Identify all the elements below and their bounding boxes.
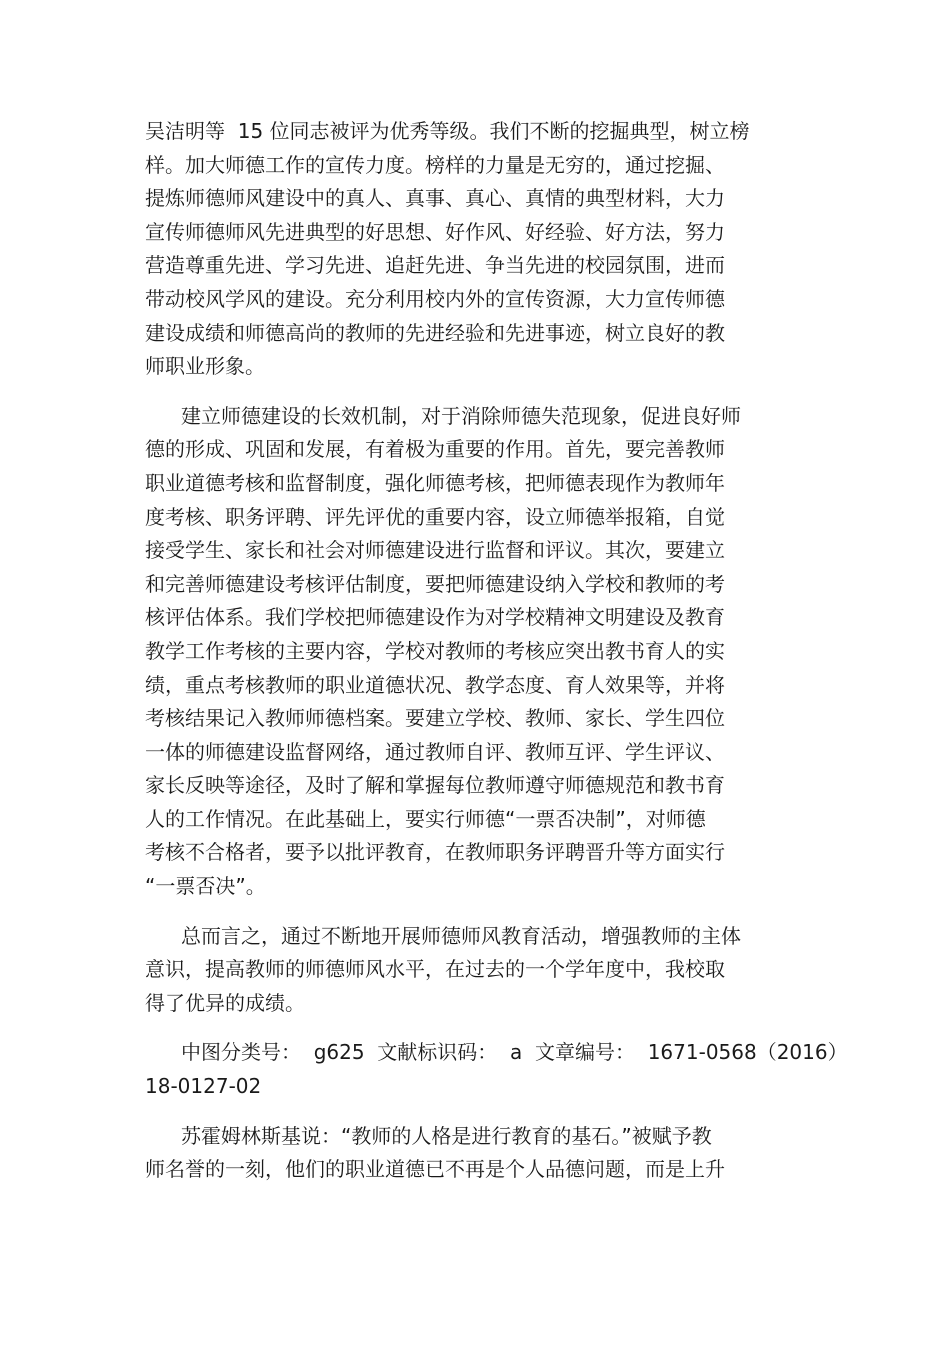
text-line: 人的工作情况。在此基础上，要实行师德“一票否决制”，对师德: [145, 806, 706, 831]
text-line: 绩，重点考核教师的职业道德状况、教学态度、育人效果等，并将: [145, 672, 725, 697]
text-line: 考核结果记入教师师德档案。要建立学校、教师、家长、学生四位: [145, 706, 725, 731]
text-line: “一票否决”。: [145, 874, 266, 899]
text-line: 职业道德考核和监督制度，强化师德考核，把师德表现作为教师年: [145, 470, 725, 495]
text-line: 带动校风学风的建设。充分利用校内外的宣传资源，大力宣传师德: [145, 286, 725, 311]
text-line: 教学工作考核的主要内容，学校对教师的考核应突出教书育人的实: [145, 638, 725, 663]
text-line: 吴洁明等 15 位同志被评为优秀等级。我们不断的挖掘典型，树立榜: [145, 119, 750, 143]
paragraph-conclusion: [145, 920, 835, 1021]
text-line: 得了优异的成绩。: [145, 990, 305, 1015]
paragraph-model-teachers: [145, 115, 835, 384]
text-line: 中图分类号： g625 文献标识码： a 文章编号： 1671-0568（2016）: [181, 1040, 848, 1065]
document-page: [145, 115, 848, 1203]
text-line: 一体的师德建设监督网络，通过教师自评、教师互评、学生评议、: [145, 739, 725, 764]
text-line: 18-0127-02: [145, 1074, 262, 1099]
text-line: 度考核、职务评聘、评先评优的重要内容，设立师德举报箱，自觉: [145, 504, 725, 529]
text-line: 提炼师德师风建设中的真人、真事、真心、真情的典型材料，大力: [145, 186, 725, 211]
paragraph-long-term-mechanism: [145, 400, 835, 904]
text-line: 宣传师德师风先进典型的好思想、好作风、好经验、好方法，努力: [145, 219, 725, 244]
text-line: 德的形成、巩固和发展，有着极为重要的作用。首先，要完善教师: [145, 437, 725, 462]
text-line: 师职业形象。: [145, 354, 265, 379]
text-line: 考核不合格者，要予以批评教育，在教师职务评聘晋升等方面实行: [145, 840, 725, 865]
paragraph-classification-info: [145, 1036, 848, 1103]
text-line: 和完善师德建设考核评估制度，要把师德建设纳入学校和教师的考: [145, 571, 725, 596]
text-line: 营造尊重先进、学习先进、追赶先进、争当先进的校园氛围，进而: [145, 253, 725, 278]
text-line: 家长反映等途径，及时了解和掌握每位教师遵守师德规范和教书育: [145, 773, 725, 798]
text-line: 总而言之，通过不断地开展师德师风教育活动，增强教师的主体: [181, 923, 741, 948]
text-line: 样。加大师德工作的宣传力度。榜样的力量是无穷的，通过挖掘、: [145, 152, 725, 177]
text-line: 苏霍姆林斯基说：“教师的人格是进行教育的基石。”被赋予教: [181, 1123, 712, 1148]
text-line: 师名誉的一刻，他们的职业道德已不再是个人品德问题，而是上升: [145, 1157, 725, 1182]
text-line: 接受学生、家长和社会对师德建设进行监督和评议。其次，要建立: [145, 538, 725, 563]
text-line: 建立师德建设的长效机制，对于消除师德失范现象，促进良好师: [181, 403, 741, 428]
paragraph-sukhomlinsky-quote: [145, 1120, 835, 1187]
text-line: 核评估体系。我们学校把师德建设作为对学校精神文明建设及教育: [145, 605, 725, 630]
text-line: 建设成绩和师德高尚的教师的先进经验和先进事迹，树立良好的教: [145, 320, 725, 345]
text-line: 意识，提高教师的师德师风水平，在过去的一个学年度中，我校取: [145, 957, 725, 982]
